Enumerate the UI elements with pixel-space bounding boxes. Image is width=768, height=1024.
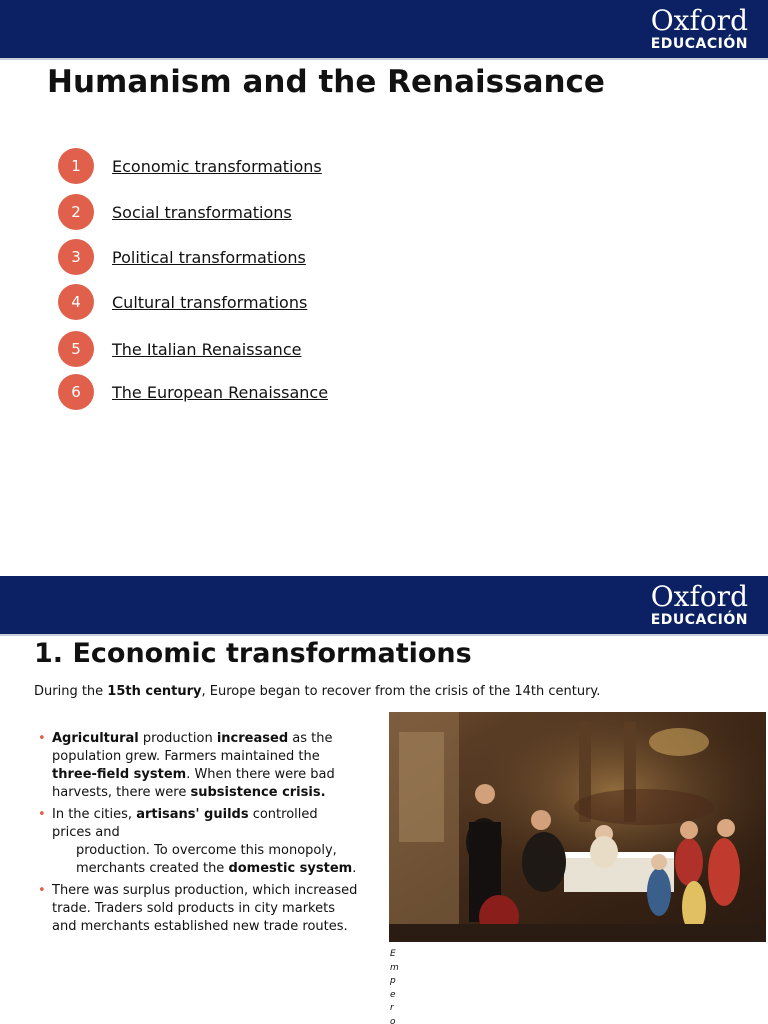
toc-item[interactable]: [58, 194, 458, 232]
toc-item[interactable]: [58, 239, 458, 277]
logo-subtitle: EDUCACIÓN: [650, 612, 748, 628]
bold-text: domestic system: [228, 861, 353, 876]
caption-letter: r: [390, 1003, 394, 1013]
toc-link[interactable]: Social transformations: [112, 203, 292, 222]
text: There was surplus production, which increased trade. Traders sold products in city markets and merchants established new trade routes.: [52, 883, 358, 934]
logo-wordmark: Oxford: [650, 4, 748, 37]
intro-pre: During the: [34, 684, 108, 699]
number-badge: 5: [58, 331, 94, 367]
slide-gap: [0, 560, 768, 576]
toc-link[interactable]: Political transformations: [112, 248, 306, 267]
section-title: 1. Economic transformations: [34, 638, 472, 669]
bullet-item: [38, 882, 358, 936]
text: In the cities,: [52, 807, 137, 822]
logo-subtitle: EDUCACIÓN: [650, 36, 748, 52]
slide-economic: [0, 576, 768, 1024]
intro-text: [34, 684, 600, 699]
oxford-logo: [651, 6, 748, 52]
toc-link[interactable]: The European Renaissance: [112, 383, 329, 402]
number-badge: 1: [58, 148, 94, 184]
logo-wordmark: Oxford: [650, 580, 748, 613]
caption-letter: p: [390, 976, 396, 986]
number-badge: 2: [58, 194, 94, 230]
caption-letter: o: [390, 1016, 396, 1024]
bullet-item: [38, 806, 358, 878]
caption-letter: e: [390, 989, 396, 1000]
intro-post: , Europe began to recover from the crisis of the 14th century.: [201, 684, 601, 699]
text: production. To overcome this monopoly, merchants created the: [76, 843, 337, 876]
bold-text: artisans' guilds: [136, 807, 249, 822]
bold-text: subsistence crisis.: [190, 785, 326, 800]
bold-text: increased: [216, 731, 289, 746]
bullet-list: [38, 730, 358, 940]
bold-text: Agricultural: [52, 731, 139, 746]
caption-letter: E: [390, 949, 396, 959]
bold-text: three-field system: [52, 767, 187, 782]
header-banner: [0, 576, 768, 636]
toc-link[interactable]: Economic transformations: [112, 157, 322, 176]
text: . When there were bad harvests, there were: [52, 767, 335, 800]
number-badge: 6: [58, 374, 94, 410]
text: production: [138, 731, 217, 746]
page-title: Humanism and the Renaissance: [47, 64, 605, 100]
painting-image: [389, 712, 766, 942]
painting-caption: [390, 948, 400, 1024]
intro-bold: 15th century: [107, 684, 202, 699]
toc-item[interactable]: [58, 148, 458, 186]
number-badge: 4: [58, 284, 94, 320]
caption-letter: m: [390, 962, 399, 973]
header-banner: [0, 0, 768, 60]
toc-link[interactable]: The Italian Renaissance: [112, 340, 302, 359]
text: as the population grew. Farmers maintained the: [52, 731, 333, 764]
number-badge: 3: [58, 239, 94, 275]
toc-item[interactable]: [58, 284, 458, 322]
indented-text: [52, 842, 358, 878]
text: .: [352, 861, 357, 876]
bullet-item: [38, 730, 358, 802]
toc-item[interactable]: [58, 374, 458, 412]
toc-link[interactable]: Cultural transformations: [112, 293, 308, 312]
oxford-logo: [651, 582, 748, 628]
text: controlled prices and: [52, 807, 318, 840]
toc-item[interactable]: [58, 331, 458, 369]
